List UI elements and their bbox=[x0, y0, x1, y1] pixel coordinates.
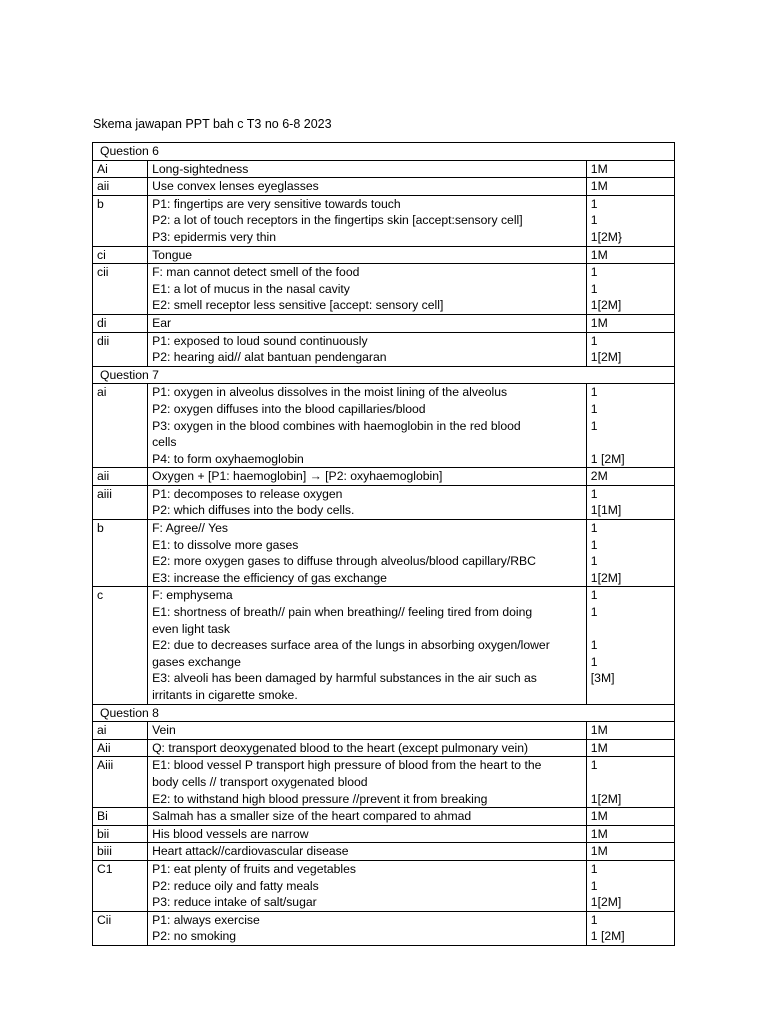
marks-line: 1M bbox=[590, 179, 608, 194]
answer-line: His blood vessels are narrow bbox=[152, 826, 309, 841]
marks-line: 1 [2M] bbox=[590, 451, 625, 466]
marks-line: 1 bbox=[590, 912, 598, 927]
question-label: ai bbox=[93, 722, 148, 740]
marks-line: 1M bbox=[590, 740, 608, 755]
table-row bbox=[93, 808, 675, 826]
marks-cell bbox=[586, 825, 674, 843]
question-label: Aiii bbox=[93, 757, 148, 808]
marks-line bbox=[591, 687, 670, 704]
marks-line: 1[2M} bbox=[590, 229, 622, 244]
marks-cell bbox=[586, 587, 674, 704]
answer-line: E2: due to decreases surface area of the lungs in absorbing oxygen/lower bbox=[152, 638, 550, 653]
question-label: b bbox=[93, 520, 148, 587]
section-heading-row bbox=[93, 704, 675, 722]
question-label: aii bbox=[93, 468, 148, 486]
answer-line: P1: eat plenty of fruits and vegetables bbox=[152, 861, 357, 876]
document-title: Skema jawapan PPT bah c T3 no 6-8 2023 bbox=[93, 117, 332, 131]
marks-cell bbox=[586, 757, 674, 808]
table-row bbox=[93, 264, 675, 315]
marks-line: 1 bbox=[590, 758, 598, 773]
answer-cell bbox=[148, 178, 587, 196]
question-label: c bbox=[93, 587, 148, 704]
answer-cell bbox=[148, 264, 587, 315]
marks-line bbox=[591, 774, 670, 791]
marks-line: 1 bbox=[590, 654, 598, 669]
marks-line: 1 bbox=[590, 537, 598, 552]
answer-line: P1: always exercise bbox=[152, 912, 260, 927]
answer-line: P2: hearing aid// alat bantuan pendengaran bbox=[152, 350, 387, 365]
answer-cell bbox=[148, 485, 587, 519]
answer-line: E2: to withstand high blood pressure //prevent it from breaking bbox=[152, 791, 488, 806]
answer-line: P1: fingertips are very sensitive towards touch bbox=[152, 196, 401, 211]
answer-cell bbox=[148, 739, 587, 757]
table-row bbox=[93, 178, 675, 196]
answer-line: P2: no smoking bbox=[152, 929, 237, 944]
answer-line: E2: smell receptor less sensitive [accept: sensory cell] bbox=[152, 298, 444, 313]
marks-line: 2M bbox=[590, 469, 608, 484]
answer-cell bbox=[148, 195, 587, 246]
answer-line: cells bbox=[152, 435, 177, 450]
answer-line: gases exchange bbox=[152, 654, 241, 669]
answer-line: E3: increase the efficiency of gas exchange bbox=[152, 570, 387, 585]
answer-cell bbox=[148, 160, 587, 178]
table-row bbox=[93, 757, 675, 808]
answer-line: P1: oxygen in alveolus dissolves in the moist lining of the alveolus bbox=[152, 385, 508, 400]
table-row bbox=[93, 160, 675, 178]
marks-line: 1 bbox=[590, 486, 598, 501]
marks-line: [3M] bbox=[590, 671, 615, 686]
answer-line: Long-sightedness bbox=[152, 161, 249, 176]
marks-line: 1M bbox=[590, 315, 608, 330]
marks-cell bbox=[586, 468, 674, 486]
answer-cell bbox=[148, 843, 587, 861]
marks-line bbox=[591, 434, 670, 451]
marks-line: 1 bbox=[590, 265, 598, 280]
answer-line: irritants in cigarette smoke. bbox=[152, 688, 298, 702]
answer-line: F: Agree// Yes bbox=[152, 521, 228, 536]
answer-cell bbox=[148, 911, 587, 945]
marks-line: 1 bbox=[590, 521, 598, 536]
marks-line: 1[2M] bbox=[590, 570, 622, 585]
answer-line: Oxygen + [P1: haemoglobin] → [P2: oxyhaemoglobin] bbox=[152, 469, 443, 484]
marks-cell bbox=[586, 195, 674, 246]
marks-line: 1 bbox=[590, 554, 598, 569]
marks-line: 1 [2M] bbox=[590, 929, 625, 944]
answer-line: P1: exposed to loud sound continuously bbox=[152, 333, 368, 348]
marks-line: 1[2M] bbox=[590, 298, 622, 313]
question-label: Ai bbox=[93, 160, 148, 178]
question-label: bii bbox=[93, 825, 148, 843]
answer-cell bbox=[148, 757, 587, 808]
marks-line: 1 bbox=[590, 418, 598, 433]
marks-line: 1 bbox=[590, 333, 598, 348]
answer-line: body cells // transport oxygenated blood bbox=[152, 774, 368, 789]
answer-cell bbox=[148, 314, 587, 332]
question-label: Cii bbox=[93, 911, 148, 945]
answer-cell bbox=[148, 520, 587, 587]
marks-line: 1 bbox=[590, 878, 598, 893]
answer-line: Ear bbox=[152, 315, 172, 330]
section-heading: Question 6 bbox=[93, 143, 675, 161]
table-row bbox=[93, 314, 675, 332]
answer-cell bbox=[148, 332, 587, 366]
question-label: Bi bbox=[93, 808, 148, 826]
marks-line: 1M bbox=[590, 809, 608, 824]
question-label: aii bbox=[93, 178, 148, 196]
marks-cell bbox=[586, 384, 674, 468]
question-label: ai bbox=[93, 384, 148, 468]
table-row bbox=[93, 825, 675, 843]
answer-line: E1: shortness of breath// pain when breathing// feeling tired from doing bbox=[152, 605, 533, 620]
answer-cell bbox=[148, 468, 587, 486]
answer-line: P2: which diffuses into the body cells. bbox=[152, 503, 355, 518]
marks-cell bbox=[586, 178, 674, 196]
answer-line: P2: a lot of touch receptors in the fingertips skin [accept:sensory cell] bbox=[152, 213, 523, 228]
question-label: ci bbox=[93, 246, 148, 264]
question-label: cii bbox=[93, 264, 148, 315]
question-label: C1 bbox=[93, 860, 148, 911]
table-row bbox=[93, 195, 675, 246]
answer-line: P3: epidermis very thin bbox=[152, 229, 277, 244]
answer-line: P1: decomposes to release oxygen bbox=[152, 486, 343, 501]
marks-cell bbox=[586, 739, 674, 757]
answer-line: P4: to form oxyhaemoglobin bbox=[152, 451, 304, 466]
question-label: dii bbox=[93, 332, 148, 366]
table-row bbox=[93, 520, 675, 587]
marks-cell bbox=[586, 160, 674, 178]
marks-cell bbox=[586, 808, 674, 826]
answer-cell bbox=[148, 825, 587, 843]
table-row bbox=[93, 911, 675, 945]
marks-cell bbox=[586, 314, 674, 332]
table-row bbox=[93, 843, 675, 861]
marks-line: 1 bbox=[590, 401, 598, 416]
answer-line: F: emphysema bbox=[152, 588, 233, 603]
section-heading-row bbox=[93, 143, 675, 161]
section-heading-row bbox=[93, 366, 675, 384]
table-row bbox=[93, 246, 675, 264]
marks-line: 1[2M] bbox=[590, 895, 622, 910]
answer-line: F: man cannot detect smell of the food bbox=[152, 265, 360, 280]
table-row bbox=[93, 485, 675, 519]
table-row bbox=[93, 332, 675, 366]
marks-line: 1M bbox=[590, 844, 608, 859]
answer-cell bbox=[148, 860, 587, 911]
marks-cell bbox=[586, 246, 674, 264]
answer-line: E1: to dissolve more gases bbox=[152, 537, 299, 552]
marks-cell bbox=[586, 520, 674, 587]
question-label: Aii bbox=[93, 739, 148, 757]
marks-line bbox=[591, 621, 670, 638]
table-row bbox=[93, 587, 675, 704]
marks-cell bbox=[586, 722, 674, 740]
marks-line: 1[2M] bbox=[590, 791, 622, 806]
marks-line: 1[1M] bbox=[590, 503, 622, 518]
answer-cell bbox=[148, 246, 587, 264]
answer-line: even light task bbox=[152, 621, 230, 636]
table-row bbox=[93, 468, 675, 486]
answer-line: Q: transport deoxygenated blood to the heart (except pulmonary vein) bbox=[152, 740, 529, 755]
answer-line: E2: more oxygen gases to diffuse through alveolus/blood capillary/RBC bbox=[152, 554, 536, 569]
answer-line: Vein bbox=[152, 723, 176, 738]
marks-cell bbox=[586, 860, 674, 911]
marks-line: 1 bbox=[590, 588, 598, 603]
answer-line: E1: a lot of mucus in the nasal cavity bbox=[152, 281, 350, 296]
marks-line: 1M bbox=[590, 826, 608, 841]
answer-cell bbox=[148, 808, 587, 826]
marks-line: 1M bbox=[590, 161, 608, 176]
marks-cell bbox=[586, 485, 674, 519]
table-row bbox=[93, 860, 675, 911]
answer-line: E3: alveoli has been damaged by harmful substances in the air such as bbox=[152, 671, 537, 686]
answer-line: P2: oxygen diffuses into the blood capillaries/blood bbox=[152, 401, 426, 416]
answer-scheme-table bbox=[92, 142, 675, 946]
marks-cell bbox=[586, 264, 674, 315]
answer-line: Use convex lenses eyeglasses bbox=[152, 179, 319, 194]
answer-line: P3: reduce intake of salt/sugar bbox=[152, 895, 317, 910]
section-heading: Question 7 bbox=[93, 366, 675, 384]
marks-line: 1 bbox=[590, 385, 598, 400]
answer-line: Tongue bbox=[152, 247, 193, 262]
section-heading: Question 8 bbox=[93, 704, 675, 722]
answer-line: P2: reduce oily and fatty meals bbox=[152, 878, 319, 893]
question-label: aiii bbox=[93, 485, 148, 519]
marks-line: 1 bbox=[590, 213, 598, 228]
marks-line: 1[2M] bbox=[590, 350, 622, 365]
marks-line: 1 bbox=[590, 638, 598, 653]
table-row bbox=[93, 739, 675, 757]
answer-line: Heart attack//cardiovascular disease bbox=[152, 844, 349, 859]
question-label: biii bbox=[93, 843, 148, 861]
marks-line: 1 bbox=[590, 861, 598, 876]
answer-line: P3: oxygen in the blood combines with haemoglobin in the red blood bbox=[152, 418, 521, 433]
question-label: di bbox=[93, 314, 148, 332]
marks-line: 1 bbox=[590, 605, 598, 620]
marks-line: 1M bbox=[590, 247, 608, 262]
marks-cell bbox=[586, 911, 674, 945]
marks-cell bbox=[586, 332, 674, 366]
marks-line: 1 bbox=[590, 196, 598, 211]
question-label: b bbox=[93, 195, 148, 246]
answer-cell bbox=[148, 587, 587, 704]
answer-cell bbox=[148, 722, 587, 740]
answer-line: Salmah has a smaller size of the heart compared to ahmad bbox=[152, 809, 472, 824]
answer-line: E1: blood vessel P transport high pressure of blood from the heart to the bbox=[152, 758, 542, 773]
answer-cell bbox=[148, 384, 587, 468]
marks-line: 1M bbox=[590, 723, 608, 738]
marks-line: 1 bbox=[590, 281, 598, 296]
marks-cell bbox=[586, 843, 674, 861]
table-row bbox=[93, 722, 675, 740]
table-row bbox=[93, 384, 675, 468]
